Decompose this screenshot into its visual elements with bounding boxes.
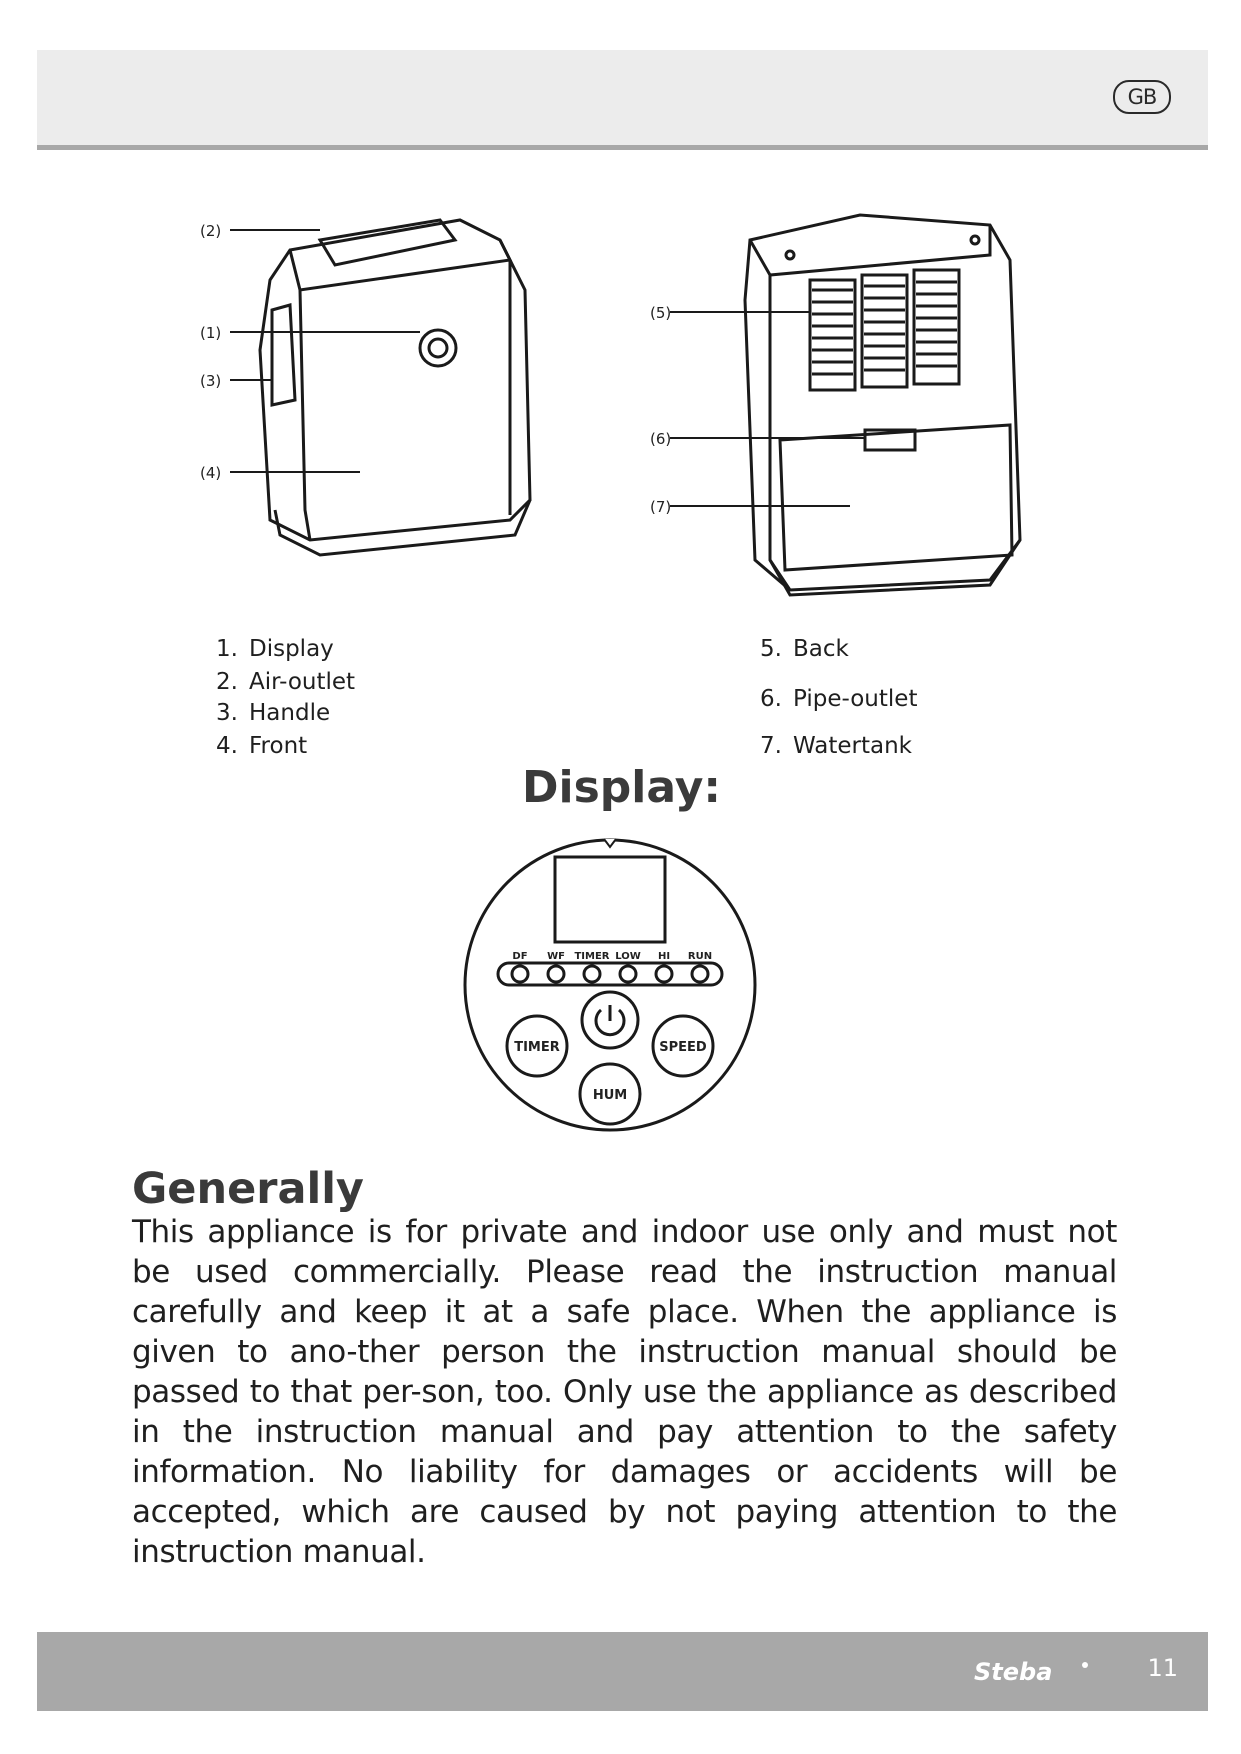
header-bar (37, 50, 1208, 150)
hum-button[interactable]: HUM (592, 1088, 628, 1103)
callout-5: (5) (650, 304, 672, 322)
indicator-wf: WF (547, 951, 565, 962)
display-heading: Display: (522, 762, 721, 813)
control-panel-illustration (460, 835, 760, 1140)
indicator-hi: HI (657, 951, 671, 962)
steba-logo (972, 1658, 1092, 1688)
callout-2: (2) (200, 222, 222, 240)
callout-1: (1) (200, 324, 222, 342)
callout-3: (3) (200, 372, 222, 390)
footer-bar (37, 1632, 1208, 1711)
callout-7: (7) (650, 498, 672, 516)
legend-item: 4. Front (216, 733, 308, 759)
legend-item: 1. Display (216, 636, 334, 662)
timer-button[interactable]: TIMER (514, 1040, 560, 1055)
generally-heading: Generally (132, 1164, 364, 1214)
callout-4: (4) (200, 464, 222, 482)
legend-item: 6. Pipe-outlet (760, 686, 918, 712)
page-number: 11 (1147, 1654, 1178, 1682)
legend-item: 2. Air-outlet (216, 669, 356, 695)
indicator-df: DF (512, 951, 528, 962)
legend-item: 7. Watertank (760, 733, 912, 759)
speed-button[interactable]: SPEED (659, 1040, 707, 1055)
power-button[interactable] (582, 992, 638, 1048)
indicator-run: RUN (687, 951, 713, 962)
svg-text:Steba: Steba (974, 1658, 1053, 1686)
language-badge: GB (1113, 80, 1171, 114)
back-view-illustration (640, 200, 1040, 620)
generally-body: This appliance is for private and indoor use only and must not be used commercially. Please read the instruction manual carefully and keep it at a safe place. When the appliance is given to ano-ther person the instruction manual should be passed to that per-son, too. Only use the appliance as described in the instruction manual and pay attention to the safety information. No liability for damages or accidents will be accepted, which are caused by not paying attention to the instruction manual. (132, 1214, 1117, 1570)
indicator-low: LOW (615, 951, 641, 962)
legend-item: 3. Handle (216, 700, 331, 726)
callout-6: (6) (650, 430, 672, 448)
front-view-illustration (200, 200, 560, 620)
indicator-timer: TIMER (574, 951, 610, 962)
legend-item: 5. Back (760, 636, 849, 662)
